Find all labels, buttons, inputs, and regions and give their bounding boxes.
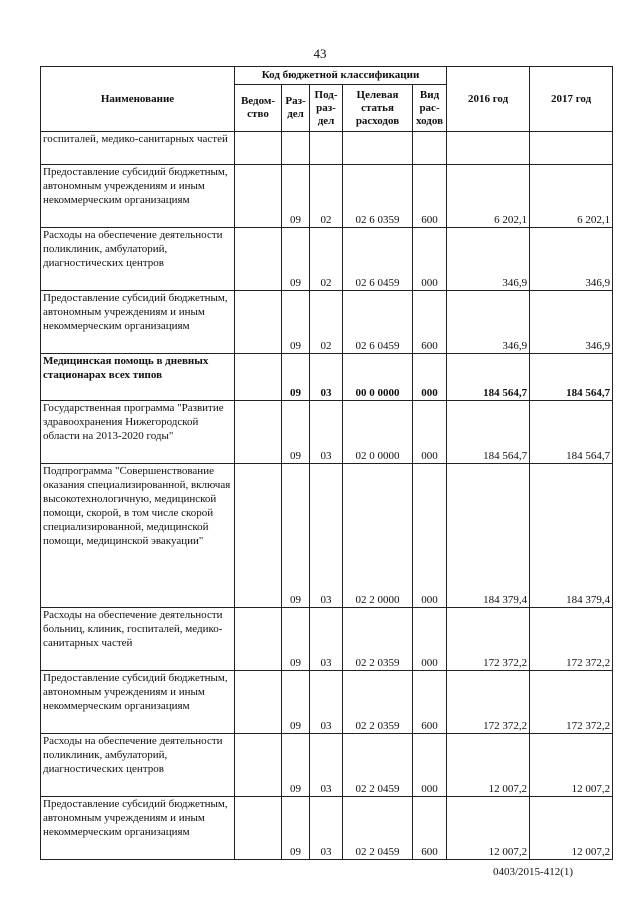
row-vid: 600 bbox=[413, 165, 447, 228]
row-name: Расходы на обеспечение деятельности больниц, клиник, госпиталей, медико-санитарных частей bbox=[41, 608, 235, 671]
table-row bbox=[41, 734, 613, 797]
row-vedomstvo bbox=[235, 165, 282, 228]
row-2016: 346,9 bbox=[447, 291, 530, 354]
row-razdel: 09 bbox=[282, 291, 310, 354]
table-row bbox=[41, 228, 613, 291]
row-podrazdel: 02 bbox=[310, 291, 343, 354]
row-name: Предоставление субсидий бюджетным, автономным учреждениям и иным некоммерческим организациям bbox=[41, 165, 235, 228]
row-celevaya bbox=[343, 132, 413, 165]
header-podrazdel: Под-раз-дел bbox=[310, 85, 343, 132]
row-celevaya: 02 0 0000 bbox=[343, 401, 413, 464]
row-2016: 6 202,1 bbox=[447, 165, 530, 228]
row-vedomstvo bbox=[235, 401, 282, 464]
row-vid: 000 bbox=[413, 608, 447, 671]
row-vid: 600 bbox=[413, 671, 447, 734]
row-2016: 184 379,4 bbox=[447, 464, 530, 608]
row-razdel: 09 bbox=[282, 401, 310, 464]
row-2017: 346,9 bbox=[530, 228, 613, 291]
row-name: Расходы на обеспечение деятельности поликлиник, амбулаторий, диагностических центров bbox=[41, 228, 235, 291]
row-razdel: 09 bbox=[282, 608, 310, 671]
row-celevaya: 02 6 0459 bbox=[343, 228, 413, 291]
row-celevaya: 02 6 0459 bbox=[343, 291, 413, 354]
row-vedomstvo bbox=[235, 671, 282, 734]
row-2016: 12 007,2 bbox=[447, 797, 530, 860]
row-vid: 000 bbox=[413, 464, 447, 608]
row-podrazdel bbox=[310, 132, 343, 165]
row-razdel: 09 bbox=[282, 228, 310, 291]
row-2017 bbox=[530, 132, 613, 165]
row-vid: 000 bbox=[413, 734, 447, 797]
row-2017: 184 564,7 bbox=[530, 354, 613, 401]
row-2017: 184 379,4 bbox=[530, 464, 613, 608]
row-vedomstvo bbox=[235, 291, 282, 354]
row-podrazdel: 02 bbox=[310, 165, 343, 228]
row-vedomstvo bbox=[235, 464, 282, 608]
table-row bbox=[41, 671, 613, 734]
row-podrazdel: 03 bbox=[310, 671, 343, 734]
row-2016: 12 007,2 bbox=[447, 734, 530, 797]
row-celevaya: 02 2 0459 bbox=[343, 797, 413, 860]
row-podrazdel: 03 bbox=[310, 401, 343, 464]
row-vedomstvo bbox=[235, 608, 282, 671]
row-name: Предоставление субсидий бюджетным, автономным учреждениям и иным некоммерческим организациям bbox=[41, 291, 235, 354]
row-vedomstvo bbox=[235, 228, 282, 291]
row-razdel: 09 bbox=[282, 671, 310, 734]
row-podrazdel: 03 bbox=[310, 354, 343, 401]
row-razdel: 09 bbox=[282, 165, 310, 228]
row-2017: 6 202,1 bbox=[530, 165, 613, 228]
row-name: Предоставление субсидий бюджетным, автономным учреждениям и иным некоммерческим организациям bbox=[41, 797, 235, 860]
page-number: 43 bbox=[313, 46, 327, 61]
row-2016 bbox=[447, 132, 530, 165]
header-razdel: Раз-дел bbox=[282, 85, 310, 132]
table-row bbox=[41, 165, 613, 228]
row-2017: 172 372,2 bbox=[530, 608, 613, 671]
header-name: Наименование bbox=[41, 67, 235, 132]
table-row bbox=[41, 464, 613, 608]
row-2016: 346,9 bbox=[447, 228, 530, 291]
row-vid: 000 bbox=[413, 228, 447, 291]
row-vedomstvo bbox=[235, 354, 282, 401]
table-row bbox=[41, 797, 613, 860]
row-name: Подпрограмма "Совершенствование оказания специализированной, включая высокотехнологичную, медицинской помощи, скорой, в том числе скорой специализированной, медицинской помощи, медицинской эвакуации" bbox=[41, 464, 235, 608]
table-row bbox=[41, 354, 613, 401]
header-code-group: Код бюджетной классификации bbox=[235, 67, 447, 85]
row-2017: 12 007,2 bbox=[530, 797, 613, 860]
row-name: госпиталей, медико-санитарных частей bbox=[41, 132, 235, 165]
row-celevaya: 02 2 0459 bbox=[343, 734, 413, 797]
row-razdel: 09 bbox=[282, 734, 310, 797]
header-vid: Вид рас-ходов bbox=[413, 85, 447, 132]
row-vid: 600 bbox=[413, 291, 447, 354]
header-vedomstvo: Ведом-ство bbox=[235, 85, 282, 132]
row-vid: 600 bbox=[413, 797, 447, 860]
row-2017: 346,9 bbox=[530, 291, 613, 354]
row-name: Государственная программа "Развитие здравоохранения Нижегородской области на 2013-2020 годы" bbox=[41, 401, 235, 464]
row-podrazdel: 03 bbox=[310, 464, 343, 608]
row-razdel: 09 bbox=[282, 464, 310, 608]
row-razdel: 09 bbox=[282, 354, 310, 401]
row-name: Предоставление субсидий бюджетным, автономным учреждениям и иным некоммерческим организациям bbox=[41, 671, 235, 734]
row-vid: 000 bbox=[413, 354, 447, 401]
header-2016: 2016 год bbox=[447, 67, 530, 132]
table-row bbox=[41, 291, 613, 354]
row-razdel bbox=[282, 132, 310, 165]
row-celevaya: 02 2 0359 bbox=[343, 608, 413, 671]
row-celevaya: 02 6 0359 bbox=[343, 165, 413, 228]
row-podrazdel: 03 bbox=[310, 608, 343, 671]
budget-table bbox=[40, 66, 613, 860]
row-2016: 184 564,7 bbox=[447, 401, 530, 464]
row-celevaya: 02 2 0000 bbox=[343, 464, 413, 608]
row-razdel: 09 bbox=[282, 797, 310, 860]
row-podrazdel: 03 bbox=[310, 734, 343, 797]
table-row bbox=[41, 132, 613, 165]
row-2017: 184 564,7 bbox=[530, 401, 613, 464]
row-2017: 172 372,2 bbox=[530, 671, 613, 734]
row-celevaya: 02 2 0359 bbox=[343, 671, 413, 734]
header-celevaya: Целевая статья расходов bbox=[343, 85, 413, 132]
table-row bbox=[41, 401, 613, 464]
row-2017: 12 007,2 bbox=[530, 734, 613, 797]
row-vid: 000 bbox=[413, 401, 447, 464]
row-celevaya: 00 0 0000 bbox=[343, 354, 413, 401]
row-vedomstvo bbox=[235, 132, 282, 165]
row-name: Медицинская помощь в дневных стационарах всех типов bbox=[41, 354, 235, 401]
table-row bbox=[41, 608, 613, 671]
footer-code: 0403/2015-412(1) bbox=[493, 866, 574, 878]
row-2016: 172 372,2 bbox=[447, 608, 530, 671]
row-name: Расходы на обеспечение деятельности поликлиник, амбулаторий, диагностических центров bbox=[41, 734, 235, 797]
row-2016: 172 372,2 bbox=[447, 671, 530, 734]
row-podrazdel: 03 bbox=[310, 797, 343, 860]
header-2017: 2017 год bbox=[530, 67, 613, 132]
row-vedomstvo bbox=[235, 734, 282, 797]
row-podrazdel: 02 bbox=[310, 228, 343, 291]
row-2016: 184 564,7 bbox=[447, 354, 530, 401]
row-vedomstvo bbox=[235, 797, 282, 860]
row-vid bbox=[413, 132, 447, 165]
